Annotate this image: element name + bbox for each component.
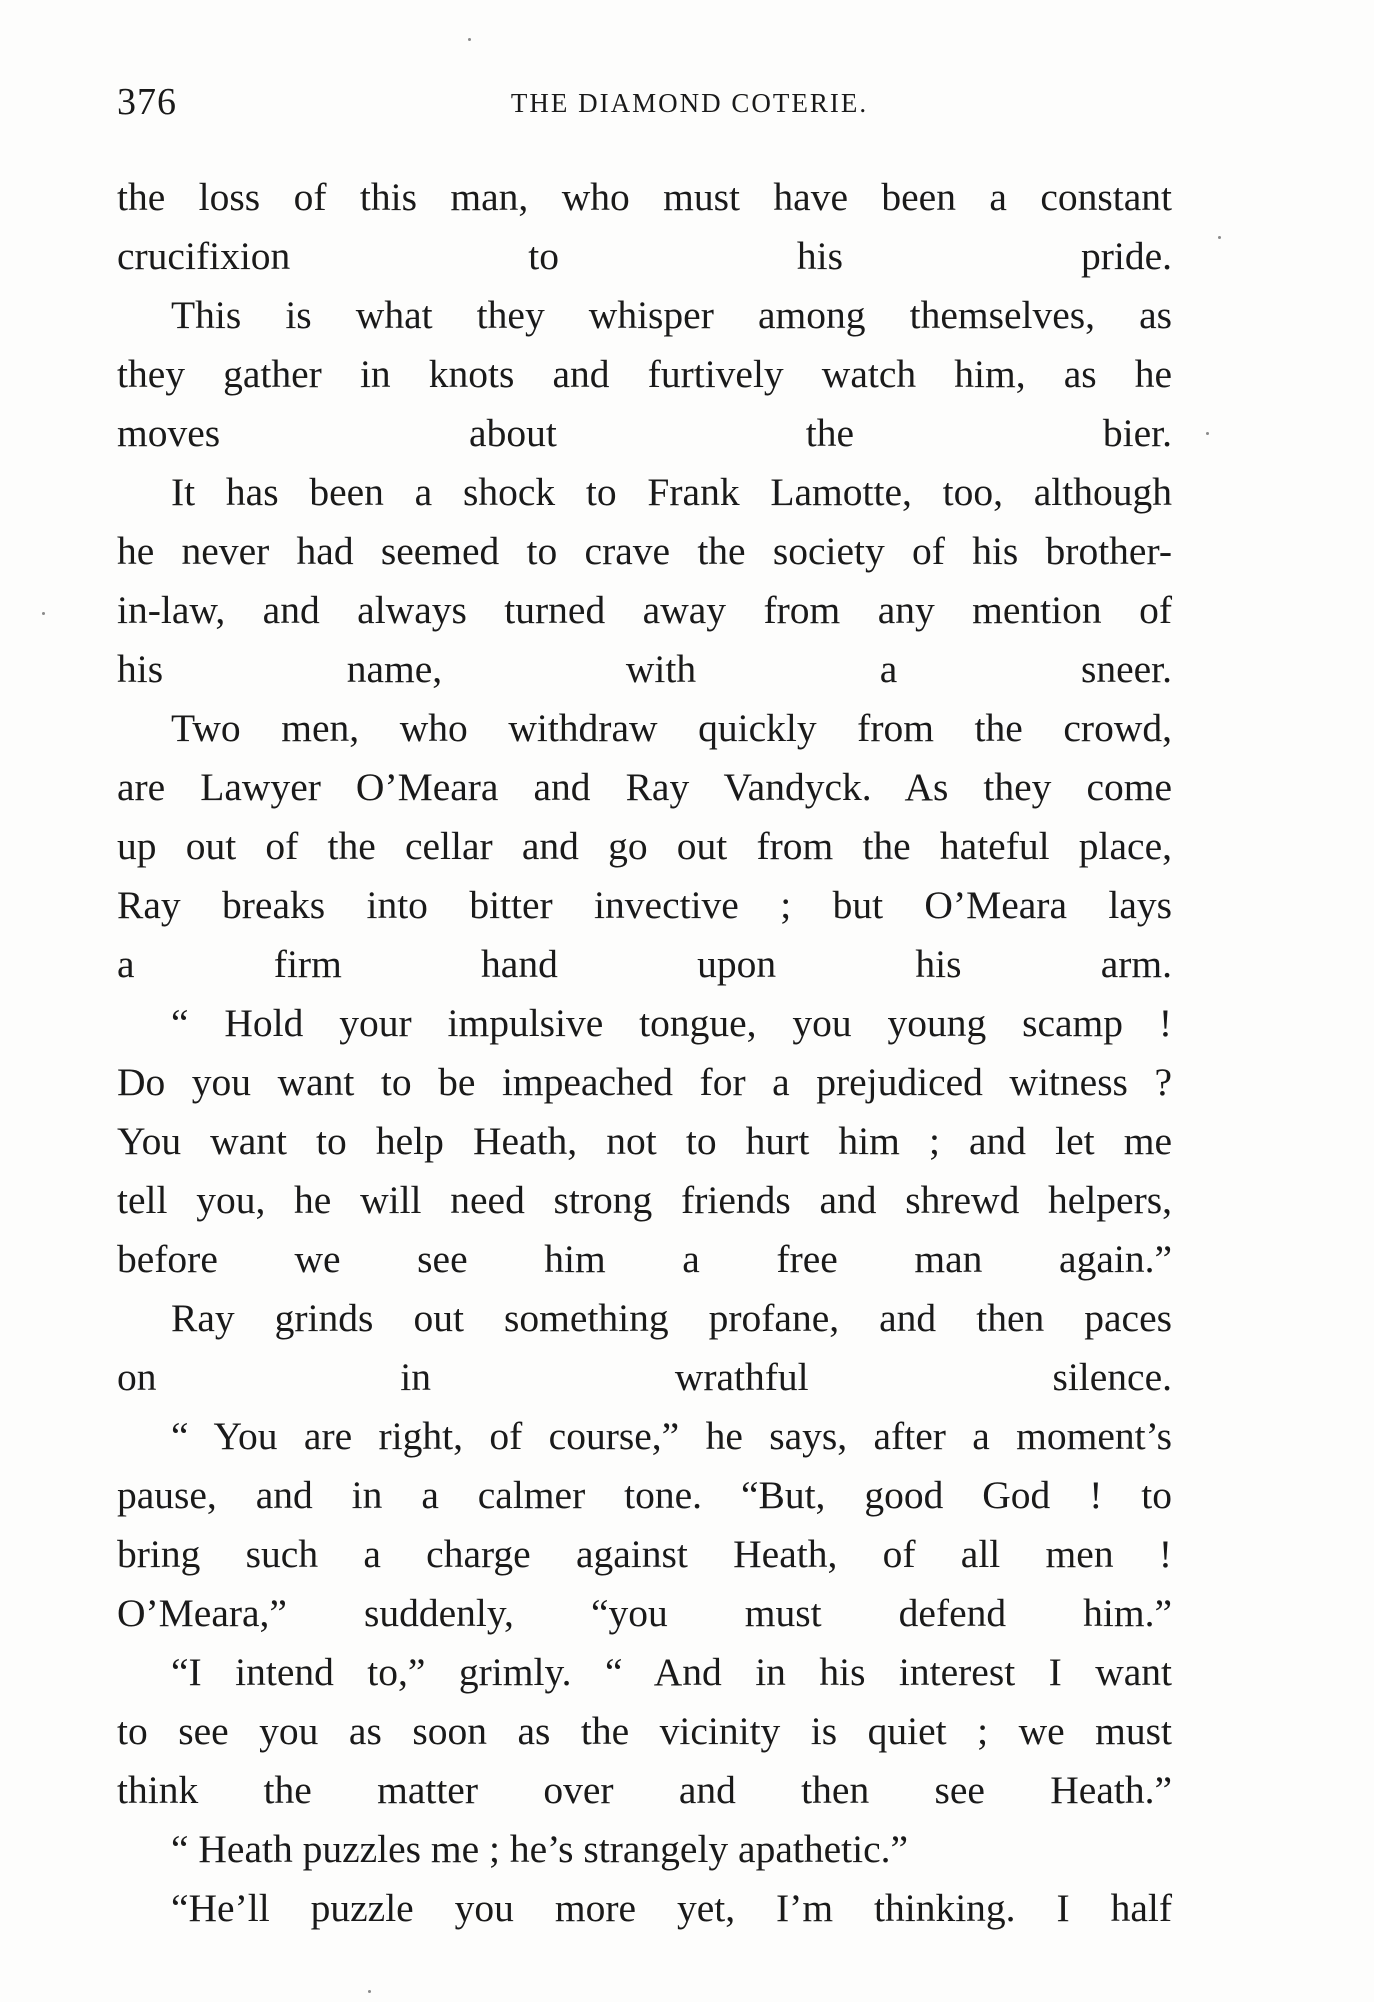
- ink-speck: [1206, 432, 1209, 435]
- paragraph: [117, 1407, 1172, 1643]
- text-line: “He’ll puzzle you more yet, I’m thinking. I half: [171, 1886, 1172, 1930]
- text-line: Ray breaks into bitter invective ; but O’Meara lays: [117, 883, 1172, 927]
- text-line: “ Hold your impulsive tongue, you young scamp !: [171, 1001, 1172, 1045]
- text-line: This is what they whisper among themselves, as: [171, 293, 1172, 337]
- text-line: It has been a shock to Frank Lamotte, too, although: [171, 470, 1172, 514]
- text-line: the loss of this man, who must have been a constant: [117, 175, 1172, 219]
- text-line: You want to help Heath, not to hurt him ; and let me: [117, 1119, 1172, 1163]
- paragraph: [117, 1643, 1172, 1820]
- paragraph: [117, 1879, 1172, 1938]
- text-line: moves about the bier.: [117, 411, 1172, 455]
- ink-speck: [1218, 236, 1221, 239]
- page-number: 376: [117, 81, 177, 123]
- paragraph: [117, 994, 1172, 1289]
- text-line: Two men, who withdraw quickly from the crowd,: [171, 706, 1172, 750]
- text-line: crucifixion to his pride.: [117, 234, 1172, 278]
- text-line: think the matter over and then see Heath.”: [117, 1768, 1172, 1812]
- page-header: [117, 80, 1172, 130]
- ink-speck: [368, 1990, 371, 1993]
- text-line: up out of the cellar and go out from the hateful place,: [117, 824, 1172, 868]
- text-line: tell you, he will need strong friends and shrewd helpers,: [117, 1178, 1172, 1222]
- running-title: THE DIAMOND COTERIE.: [510, 88, 869, 118]
- text-line: in-law, and always turned away from any mention of: [117, 588, 1172, 632]
- ink-speck: [468, 38, 471, 41]
- text-line: a firm hand upon his arm.: [117, 942, 1172, 986]
- text-line: pause, and in a calmer tone. “But, good God ! to: [117, 1473, 1172, 1517]
- body-text: [117, 168, 1172, 1938]
- ink-speck: [42, 612, 45, 615]
- paragraph: [117, 1820, 1172, 1879]
- text-line: he never had seemed to crave the society of his brother-: [117, 529, 1172, 573]
- paragraph: [117, 286, 1172, 463]
- text-line: they gather in knots and furtively watch him, as he: [117, 352, 1172, 396]
- paragraph: [117, 168, 1172, 286]
- text-line: “ You are right, of course,” he says, after a moment’s: [171, 1414, 1172, 1458]
- text-line: to see you as soon as the vicinity is quiet ; we must: [117, 1709, 1172, 1753]
- text-line: before we see him a free man again.”: [117, 1237, 1172, 1281]
- paragraph: [117, 699, 1172, 994]
- text-line: “I intend to,” grimly. “ And in his interest I want: [171, 1650, 1172, 1694]
- text-line: bring such a charge against Heath, of all men !: [117, 1532, 1172, 1576]
- text-line: O’Meara,” suddenly, “you must defend him.”: [117, 1591, 1172, 1635]
- text-line: his name, with a sneer.: [117, 647, 1172, 691]
- paragraph: [117, 1289, 1172, 1407]
- text-line: “ Heath puzzles me ; he’s strangely apathetic.”: [171, 1827, 909, 1871]
- text-line: Do you want to be impeached for a prejudiced witness ?: [117, 1060, 1172, 1104]
- text-line: Ray grinds out something profane, and then paces: [171, 1296, 1172, 1340]
- text-line: on in wrathful silence.: [117, 1355, 1172, 1399]
- paragraph: [117, 463, 1172, 699]
- text-line: are Lawyer O’Meara and Ray Vandyck. As they come: [117, 765, 1172, 809]
